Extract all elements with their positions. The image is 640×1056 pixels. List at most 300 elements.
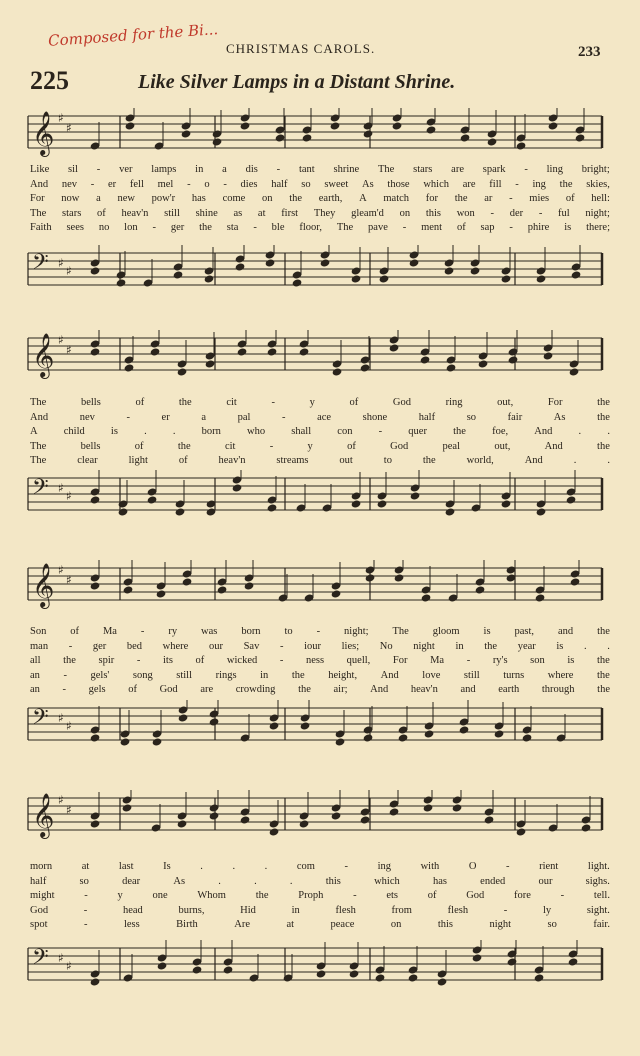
lyric-syllable: ver: [119, 164, 133, 175]
lyric-syllable: pow'r: [151, 193, 176, 204]
lyric-syllable: ace: [317, 411, 332, 423]
lyric-syllable: -: [560, 890, 565, 901]
lyric-syllable: nev: [61, 178, 77, 190]
lyric-syllable: a: [96, 193, 101, 204]
lyric-syllable: one: [152, 890, 168, 901]
lyric-syllable: sight.: [586, 904, 610, 916]
lyric-syllable: there;: [586, 222, 610, 233]
lyric-syllable: the: [453, 426, 466, 437]
lyric-syllable: -: [136, 655, 141, 666]
lyric-syllable: o: [204, 178, 210, 190]
lyric-syllable: spir: [98, 655, 115, 666]
lyric-syllable: The: [30, 440, 47, 452]
lyric-syllable: O: [468, 861, 477, 872]
lyric-syllable: foe,: [492, 426, 509, 437]
lyric-syllable: Faith: [30, 222, 52, 233]
lyric-syllable: And: [534, 426, 553, 437]
lyric-line: [30, 918, 610, 933]
lyric-syllable: of: [349, 397, 359, 408]
lyric-syllable: on: [399, 207, 411, 219]
lyric-syllable: -: [503, 904, 508, 916]
svg-text:♯: ♯: [66, 573, 72, 587]
lyric-syllable: half: [271, 178, 288, 190]
lyric-syllable: child: [63, 426, 85, 437]
lyric-syllable: gels: [88, 684, 106, 695]
lyric-syllable: of: [565, 193, 575, 204]
page-number: 233: [578, 44, 601, 60]
lyric-syllable: wicked: [226, 655, 258, 666]
lyric-syllable: -: [378, 426, 383, 437]
lyric-syllable: mies: [529, 193, 550, 204]
lyric-syllable: no: [98, 222, 110, 233]
lyric-syllable: love: [422, 669, 441, 681]
lyric-syllable: dear: [122, 875, 141, 887]
lyric-syllable: ar: [484, 193, 493, 204]
svg-text:𝄞: 𝄞: [32, 333, 55, 377]
lyric-syllable: -: [84, 890, 88, 901]
hymn-number: 225: [30, 66, 69, 95]
lyric-syllable: out: [339, 455, 353, 466]
lyric-syllable: the: [454, 193, 468, 204]
lyric-syllable: the: [559, 178, 573, 190]
svg-text:♯: ♯: [58, 711, 64, 725]
lyric-syllable: -: [509, 193, 513, 204]
svg-text:𝄞: 𝄞: [32, 793, 55, 837]
lyric-syllable: of: [134, 440, 144, 452]
lyric-syllable: is: [556, 640, 564, 652]
lyric-syllable: the: [298, 684, 311, 695]
lyric-syllable: tell.: [593, 890, 610, 901]
lyric-syllable: the: [291, 669, 305, 681]
lyric-syllable: .: [578, 426, 582, 437]
svg-text:𝄞: 𝄞: [32, 563, 55, 607]
lyric-syllable: dis: [245, 164, 258, 175]
lyric-syllable: year: [517, 640, 536, 652]
lyric-syllable: der: [509, 207, 524, 219]
lyric-syllable: on: [262, 193, 273, 204]
lyric-syllable: son: [530, 655, 545, 666]
svg-text:𝄢: 𝄢: [32, 705, 49, 735]
lyric-syllable: skies,: [586, 178, 610, 190]
lyric-syllable: of: [135, 397, 145, 408]
lyric-syllable: still: [463, 669, 480, 681]
svg-text:♯: ♯: [58, 793, 64, 807]
lyric-syllable: and: [557, 626, 574, 637]
lyric-syllable: ger: [92, 640, 107, 652]
lyric-syllable: has: [432, 875, 447, 887]
lyric-syllable: an: [30, 669, 40, 681]
lyric-syllable: -: [279, 655, 284, 666]
lyric-syllable: is: [567, 655, 575, 666]
lyric-syllable: is: [110, 426, 118, 437]
lyric-syllable: is: [564, 222, 572, 233]
lyric-syllable: Are: [234, 919, 250, 930]
lyric-syllable: the: [484, 640, 498, 652]
lyric-syllable: The: [336, 222, 354, 233]
lyric-syllable: the: [597, 626, 610, 637]
lyric-syllable: of: [456, 222, 466, 233]
lyric-syllable: sighs.: [585, 875, 610, 887]
lyric-syllable: -: [490, 207, 494, 219]
lyric-syllable: of: [128, 684, 137, 695]
lyric-syllable: lon: [124, 222, 138, 233]
lyric-syllable: ger: [170, 222, 185, 233]
lyric-syllable: God: [392, 397, 411, 408]
lyric-syllable: half: [30, 875, 47, 887]
lyric-syllable: streams: [276, 455, 309, 466]
lyric-syllable: A: [30, 426, 38, 437]
lyric-syllable: And: [370, 684, 389, 695]
lyric-syllable: Whom: [197, 890, 226, 901]
svg-text:♯: ♯: [58, 563, 64, 577]
lyric-syllable: com: [296, 861, 315, 872]
lyric-syllable: fore: [514, 890, 531, 901]
lyrics-block-2: [30, 396, 610, 469]
lyric-syllable: mel: [157, 178, 174, 190]
lyric-syllable: -: [279, 640, 284, 652]
lyric-syllable: Proph: [298, 890, 324, 901]
lyric-syllable: now: [61, 193, 80, 204]
lyric-syllable: stars: [62, 207, 82, 219]
lyric-syllable: God: [159, 684, 178, 695]
lyric-syllable: -: [276, 164, 281, 175]
lyric-line: [30, 163, 610, 178]
lyric-syllable: the: [597, 440, 610, 452]
lyric-syllable: through: [541, 684, 575, 695]
lyric-syllable: this: [325, 875, 341, 887]
lyric-syllable: man: [30, 640, 49, 652]
lyric-syllable: ment: [421, 222, 443, 233]
lyric-syllable: -: [538, 207, 543, 219]
lyric-syllable: sap: [480, 222, 495, 233]
lyric-syllable: shall: [291, 426, 312, 437]
lyric-syllable: lamps: [151, 164, 177, 175]
lyric-syllable: And: [544, 440, 563, 452]
lyric-syllable: -: [353, 890, 357, 901]
lyric-syllable: cit: [226, 397, 237, 408]
lyric-syllable: -: [83, 919, 88, 930]
lyric-syllable: As: [553, 411, 566, 423]
lyric-syllable: sweet: [324, 178, 349, 190]
lyric-syllable: ble: [271, 222, 285, 233]
lyric-syllable: ness: [305, 655, 325, 666]
lyric-line: [30, 440, 610, 455]
lyric-syllable: No: [379, 640, 393, 652]
lyric-syllable: As: [173, 875, 186, 887]
lyric-syllable: -: [253, 222, 257, 233]
lyric-syllable: of: [347, 440, 356, 452]
lyric-syllable: born: [201, 426, 221, 437]
lyric-syllable: Hid: [240, 904, 256, 916]
lyric-syllable: light.: [587, 861, 610, 872]
lyric-syllable: shine: [195, 207, 218, 219]
lyric-syllable: night: [489, 919, 512, 930]
lyric-syllable: Ma: [430, 655, 445, 666]
lyric-syllable: -: [515, 178, 519, 190]
svg-text:♯: ♯: [66, 343, 72, 357]
lyric-syllable: phire: [527, 222, 550, 233]
lyric-syllable: and: [460, 684, 476, 695]
lyric-syllable: -: [316, 626, 321, 637]
lyric-syllable: iour: [304, 640, 321, 652]
lyric-syllable: And: [524, 455, 543, 466]
lyric-line: [30, 192, 610, 207]
lyric-syllable: Son: [30, 626, 47, 637]
lyric-syllable: pal: [237, 411, 251, 423]
hymn-title: Like Silver Lamps in a Distant Shrine.: [138, 71, 456, 93]
lyric-syllable: less: [123, 919, 140, 930]
lyric-syllable: world,: [466, 455, 494, 466]
lyric-line: [30, 425, 610, 440]
lyric-syllable: stars: [413, 164, 433, 175]
lyric-syllable: from: [391, 904, 412, 916]
lyric-syllable: For: [547, 397, 563, 408]
lyric-syllable: has: [191, 193, 206, 204]
lyric-syllable: the: [289, 193, 303, 204]
lyric-syllable: ly: [542, 904, 552, 916]
lyric-syllable: clear: [77, 455, 98, 466]
lyric-syllable: at: [257, 207, 266, 219]
lyric-syllable: -: [126, 411, 130, 423]
lyric-syllable: fill: [489, 178, 502, 190]
lyric-syllable: lies;: [341, 640, 360, 652]
lyric-syllable: in: [260, 669, 269, 681]
lyric-syllable: -: [344, 861, 349, 872]
lyric-syllable: -: [187, 178, 191, 190]
lyric-syllable: bed: [126, 640, 143, 652]
lyric-syllable: And: [380, 669, 399, 681]
lyric-syllable: new: [117, 193, 135, 204]
lyrics-block-3: [30, 625, 610, 698]
lyric-line: [30, 875, 610, 890]
lyric-syllable: tant: [298, 164, 315, 175]
lyric-syllable: God: [466, 890, 485, 901]
lyric-syllable: .: [218, 875, 221, 887]
lyric-syllable: the: [422, 455, 436, 466]
lyric-syllable: fair.: [593, 919, 610, 930]
lyric-syllable: God: [30, 904, 49, 916]
svg-text:♯: ♯: [66, 264, 72, 278]
lyric-syllable: spot: [30, 919, 48, 930]
running-head: CHRISTMAS CAROLS.: [226, 41, 376, 56]
lyrics-block-1: [30, 163, 610, 236]
bass-staff-2: [0, 470, 640, 540]
lyric-line: [30, 654, 610, 669]
lyric-line: [30, 207, 610, 222]
svg-text:♯: ♯: [66, 719, 72, 733]
lyric-syllable: our: [538, 875, 553, 887]
lyric-syllable: er: [161, 411, 170, 423]
lyric-syllable: head: [122, 904, 143, 916]
svg-text:♯: ♯: [66, 121, 72, 135]
lyric-syllable: a: [201, 411, 206, 423]
bass-staff-4: [0, 940, 640, 1010]
lyric-syllable: ing: [532, 178, 546, 190]
lyric-line: [30, 669, 610, 684]
lyric-syllable: -: [269, 440, 274, 452]
lyric-syllable: ful: [558, 207, 570, 219]
lyric-syllable: at: [286, 919, 295, 930]
lyric-syllable: of: [178, 455, 188, 466]
lyric-syllable: The: [30, 397, 47, 408]
lyric-syllable: with: [420, 861, 440, 872]
lyric-syllable: the: [178, 397, 192, 408]
lyrics-block-4: [30, 860, 610, 933]
lyric-syllable: -: [63, 669, 67, 681]
lyric-syllable: Ma: [102, 626, 117, 637]
lyric-line: [30, 454, 610, 469]
lyric-syllable: peace: [330, 919, 355, 930]
lyric-syllable: the: [177, 440, 191, 452]
lyric-syllable: crowding: [235, 684, 276, 695]
lyric-syllable: night;: [585, 207, 610, 219]
lyric-syllable: our: [208, 640, 223, 652]
lyric-line: [30, 178, 610, 193]
lyric-syllable: ended: [480, 875, 506, 887]
lyric-syllable: gleam'd: [351, 207, 384, 219]
lyric-syllable: so: [466, 411, 477, 423]
lyric-syllable: its: [163, 655, 173, 666]
lyric-syllable: night: [413, 640, 435, 652]
lyric-syllable: heav'n: [410, 684, 438, 695]
lyric-syllable: -: [140, 626, 145, 637]
lyric-syllable: y: [117, 890, 123, 901]
lyric-syllable: all: [30, 655, 41, 666]
lyric-syllable: bells: [80, 440, 101, 452]
lyric-syllable: which: [423, 178, 449, 190]
lyric-syllable: where: [162, 640, 189, 652]
svg-text:♯: ♯: [58, 333, 64, 347]
lyric-syllable: The: [392, 626, 409, 637]
lyric-line: [30, 860, 610, 875]
lyric-syllable: to: [284, 626, 293, 637]
lyric-syllable: con: [337, 426, 353, 437]
lyric-syllable: bells: [80, 397, 101, 408]
lyric-syllable: song: [132, 669, 153, 681]
lyric-syllable: are: [200, 684, 214, 695]
lyric-syllable: .: [607, 426, 610, 437]
lyric-syllable: .: [607, 455, 610, 466]
lyric-syllable: They: [313, 207, 336, 219]
lyric-syllable: earth,: [318, 193, 343, 204]
lyric-syllable: an: [30, 684, 40, 695]
lyric-syllable: come: [222, 193, 246, 204]
lyric-syllable: And: [30, 178, 49, 190]
lyric-syllable: -: [83, 904, 88, 916]
lyric-syllable: .: [254, 875, 257, 887]
lyric-syllable: still: [164, 207, 180, 219]
bass-staff-3: [0, 700, 640, 770]
lyric-syllable: ry: [168, 626, 178, 637]
svg-text:𝄢: 𝄢: [32, 250, 49, 280]
lyric-syllable: For: [392, 655, 408, 666]
svg-text:♯: ♯: [58, 481, 64, 495]
lyric-syllable: heav'n: [218, 455, 246, 466]
lyric-line: [30, 221, 610, 236]
lyric-syllable: .: [584, 640, 587, 652]
lyric-syllable: gloom: [432, 626, 460, 637]
lyric-syllable: height,: [328, 669, 358, 681]
lyric-syllable: -: [466, 655, 471, 666]
lyric-syllable: quell,: [346, 655, 371, 666]
lyric-syllable: -: [62, 684, 67, 695]
svg-text:♯: ♯: [58, 951, 64, 965]
lyric-syllable: rings: [215, 669, 237, 681]
treble-staff-4: [0, 790, 640, 870]
lyric-syllable: those: [387, 178, 410, 190]
lyric-syllable: as: [233, 207, 243, 219]
lyric-syllable: heav'n: [121, 207, 149, 219]
lyric-syllable: of: [70, 626, 80, 637]
lyric-syllable: on: [390, 919, 402, 930]
lyric-syllable: who: [247, 426, 266, 437]
svg-text:𝄢: 𝄢: [32, 475, 49, 505]
lyric-syllable: ring: [445, 397, 463, 408]
lyric-syllable: -: [271, 397, 275, 408]
lyric-syllable: the: [63, 655, 76, 666]
lyric-syllable: y: [307, 440, 313, 452]
svg-text:♯: ♯: [66, 489, 72, 503]
lyric-syllable: The: [377, 164, 395, 175]
lyric-syllable: ry's: [492, 655, 508, 666]
lyric-syllable: cit: [224, 440, 236, 452]
lyric-syllable: fair: [507, 411, 523, 423]
lyric-syllable: nev: [79, 411, 95, 423]
lyric-syllable: Like: [30, 164, 50, 175]
lyric-syllable: sil: [68, 164, 78, 175]
lyric-line: [30, 683, 610, 698]
lyric-syllable: .: [289, 875, 293, 887]
lyric-syllable: The: [30, 207, 47, 219]
lyric-syllable: match: [383, 193, 410, 204]
lyric-syllable: the: [597, 684, 610, 695]
svg-text:♯: ♯: [58, 256, 64, 270]
lyric-syllable: to: [383, 455, 392, 466]
lyric-syllable: which: [374, 875, 400, 887]
lyric-syllable: -: [90, 178, 95, 190]
lyric-syllable: the: [596, 669, 610, 681]
lyric-syllable: in: [195, 164, 204, 175]
lyric-syllable: so: [547, 919, 557, 930]
bass-staff-1: [0, 245, 640, 315]
lyric-syllable: pave: [368, 222, 388, 233]
lyric-syllable: peal: [442, 440, 461, 452]
lyric-syllable: sta: [226, 222, 239, 233]
lyric-syllable: floor,: [299, 222, 322, 233]
lyric-syllable: the: [596, 655, 610, 666]
lyric-syllable: burns,: [178, 904, 205, 916]
lyric-syllable: fell: [129, 178, 144, 190]
lyric-syllable: -: [223, 178, 227, 190]
svg-text:𝄞: 𝄞: [32, 111, 55, 155]
lyric-syllable: -: [96, 164, 101, 175]
lyric-syllable: .: [573, 455, 577, 466]
lyric-syllable: turns: [503, 669, 525, 681]
lyric-syllable: sees: [66, 222, 84, 233]
lyric-syllable: at: [81, 861, 90, 872]
lyric-syllable: ing: [377, 861, 392, 872]
lyric-syllable: might: [30, 890, 55, 901]
lyric-syllable: is: [483, 626, 491, 637]
lyric-syllable: born: [241, 626, 261, 637]
lyric-line: [30, 396, 610, 411]
lyric-syllable: of: [427, 890, 437, 901]
lyric-syllable: this: [425, 207, 441, 219]
lyric-syllable: bright;: [581, 164, 610, 175]
lyric-syllable: are: [451, 164, 464, 175]
lyric-syllable: .: [172, 426, 176, 437]
lyric-syllable: light: [128, 455, 148, 466]
